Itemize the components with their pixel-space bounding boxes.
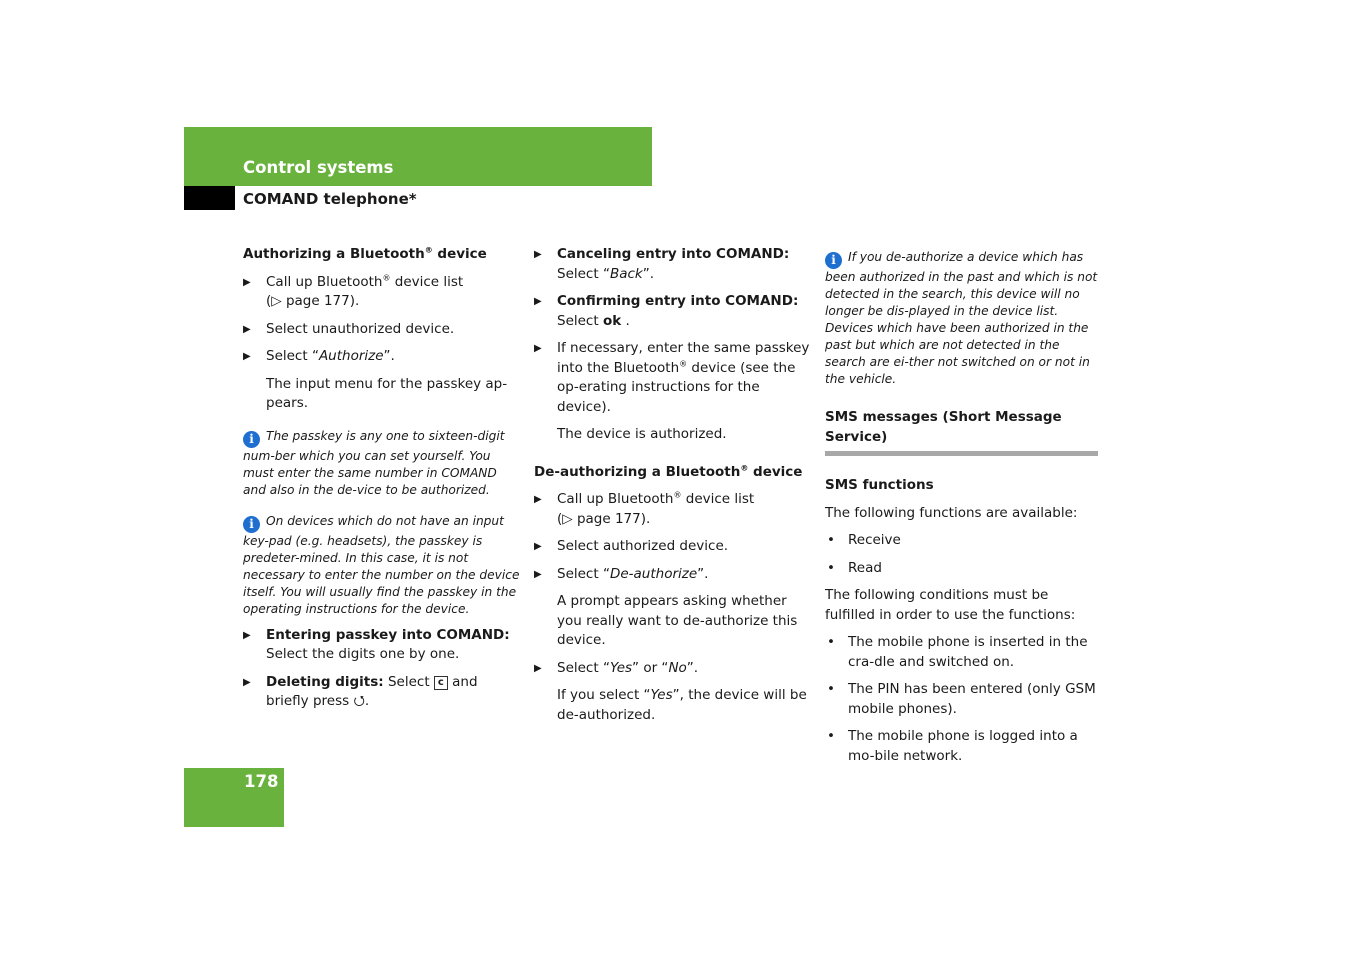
heading-deauthorizing: De-authorizing a Bluetooth® device (534, 463, 803, 480)
step: ▶ If necessary, enter the same passkey into the Bluetooth® device (see the op-erating instructions for the device). (534, 340, 810, 415)
heading-sms: SMS messages (Short Message Service) (825, 409, 1062, 445)
arrow-icon: ▶ (243, 676, 251, 688)
step: ▶ Select unauthorized device. (243, 320, 521, 340)
result-text: The input menu for the passkey ap-pears. (266, 375, 508, 411)
step: ▶ Select “De-authorize”. (534, 565, 812, 585)
step: ▶ Select “Yes” or “No”. (534, 659, 812, 679)
step: ▶ Call up Bluetooth® device list (▷ page 177). (243, 273, 464, 309)
info-icon: i (243, 431, 260, 448)
press-knob-icon: ⭯ (353, 693, 365, 709)
list-item: • Read (825, 559, 1098, 579)
section-tab-marker (184, 186, 235, 210)
arrow-icon: ▶ (534, 568, 542, 580)
step: ▶ Select “Authorize”. (243, 347, 521, 367)
list-item: • The mobile phone is logged into a mo-bile network. (827, 728, 1078, 764)
arrow-icon: ▶ (243, 351, 251, 362)
arrow-icon: ▶ (534, 249, 542, 260)
list-item: • The PIN has been entered (only GSM mobile phones). (827, 681, 1096, 717)
bullet-icon: • (827, 728, 835, 744)
c-key-icon: c (434, 676, 448, 690)
heading-rule (825, 451, 1098, 456)
step: ▶ Entering passkey into COMAND: Select the digits one by one. (243, 626, 510, 662)
result-text: The device is authorized. (557, 426, 727, 442)
bullet-icon: • (827, 634, 835, 650)
step: ▶ Select authorized device. (534, 537, 812, 557)
list-item: • The mobile phone is inserted in the cra-dle and switched on. (827, 634, 1088, 670)
step: ▶ Call up Bluetooth® device list (▷ page 177). (534, 490, 755, 527)
info-icon: i (243, 516, 260, 533)
heading-authorizing: Authorizing a Bluetooth® device (243, 245, 487, 262)
list-item: • Receive (825, 531, 1098, 551)
arrow-icon: ▶ (534, 343, 542, 354)
arrow-icon: ▶ (534, 662, 542, 674)
step: ▶ Canceling entry into COMAND: Select “Back”. (534, 246, 790, 282)
arrow-icon: ▶ (243, 323, 251, 335)
step: ▶ Deleting digits: Select c and briefly press ⭯. (243, 673, 478, 709)
section-title: Control systems (243, 158, 394, 177)
arrow-icon: ▶ (243, 276, 251, 288)
arrow-icon: ▶ (534, 494, 542, 505)
info-note: i If you de-authorize a device which has been authorized in the past and which is not detected in the search, this device will no longer be dis-played in the device list. Devices which have been authorized in the past but which are not detected in the search are ei-ther not switched on or not in the vehicle. (825, 250, 1098, 386)
column-right (825, 245, 1098, 774)
bullet-icon: • (827, 532, 835, 548)
column-middle (534, 245, 812, 733)
arrow-icon: ▶ (243, 629, 251, 641)
page-number: 178 (244, 772, 279, 791)
bullet-icon: • (827, 559, 835, 576)
paragraph: The following functions are available: (825, 504, 1078, 521)
result-text: A prompt appears asking whether you really want to de-authorize this device. (557, 593, 798, 648)
bullet-icon: • (827, 681, 835, 697)
arrow-icon: ▶ (534, 296, 542, 307)
arrow-icon: ▶ (534, 541, 542, 552)
paragraph: The following conditions must be fulfilled in order to use the functions: (825, 587, 1076, 623)
info-note: i The passkey is any one to sixteen-digit num-ber which you can set yourself. You must enter the same number in COMAND and also in the de-vice to be authorized. (243, 428, 505, 497)
info-icon: i (825, 252, 842, 269)
result-text: If you select “Yes”, the device will be de-authorized. (557, 687, 807, 723)
info-note: i On devices which do not have an input key-pad (e.g. headsets), the passkey is predeter-mined. In this case, it is not necessary to enter the number on the device itself. You will usually find the passkey in the operating instructions for the device. (243, 513, 520, 616)
heading-sms-functions: SMS functions (825, 477, 934, 493)
column-left (243, 245, 521, 720)
subsection-title: COMAND telephone* (243, 190, 417, 208)
step: ▶ Confirming entry into COMAND: Select ok . (534, 293, 799, 329)
